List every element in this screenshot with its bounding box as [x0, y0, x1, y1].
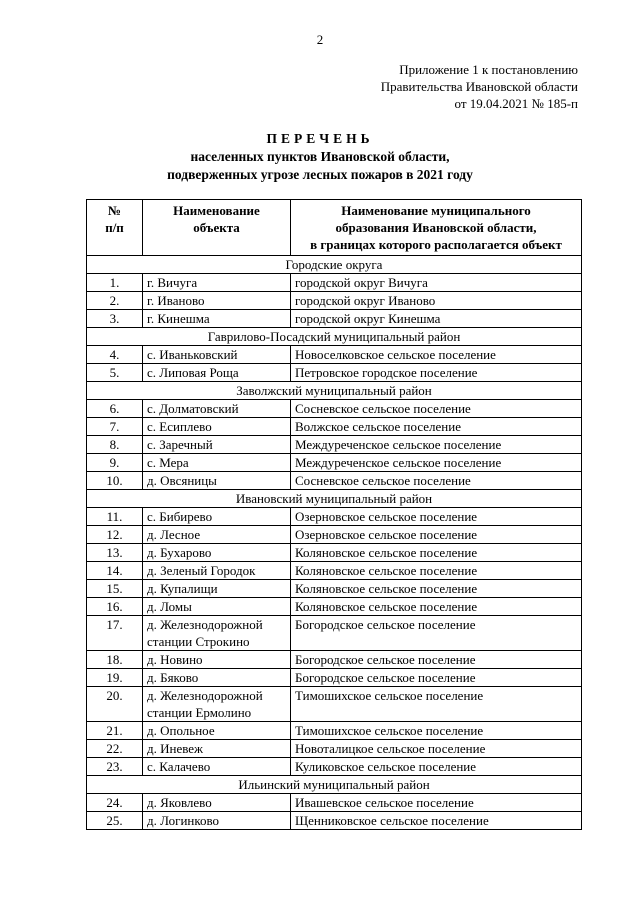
- row-municipality: Ивашевское сельское поселение: [291, 794, 582, 812]
- table-row: [87, 758, 582, 776]
- row-municipality: Коляновское сельское поселение: [291, 580, 582, 598]
- group-row: [87, 328, 582, 346]
- group-row: [87, 382, 582, 400]
- row-object-name: д. Железнодорожной станции Строкино: [143, 616, 291, 651]
- table-row: [87, 794, 582, 812]
- row-number: 21.: [87, 722, 143, 740]
- row-object-name: г. Иваново: [143, 292, 291, 310]
- row-number: 1.: [87, 274, 143, 292]
- row-object-name: с. Заречный: [143, 436, 291, 454]
- row-number: 6.: [87, 400, 143, 418]
- table-row: [87, 418, 582, 436]
- appendix-line-2: Правительства Ивановской области: [380, 79, 578, 94]
- header-muni-line-3: в границах которого располагается объект: [310, 237, 562, 252]
- table-row: [87, 722, 582, 740]
- table-row: [87, 562, 582, 580]
- row-municipality: Щенниковское сельское поселение: [291, 812, 582, 830]
- row-number: 15.: [87, 580, 143, 598]
- group-row: [87, 776, 582, 794]
- row-municipality: городской округ Вичуга: [291, 274, 582, 292]
- header-number-line-2: п/п: [105, 220, 124, 235]
- row-object-name: д. Лесное: [143, 526, 291, 544]
- appendix-line-1: Приложение 1 к постановлению: [399, 62, 578, 77]
- row-number: 12.: [87, 526, 143, 544]
- group-title: Ильинский муниципальный район: [87, 776, 582, 794]
- table-row: [87, 274, 582, 292]
- row-municipality: Богородское сельское поселение: [291, 616, 582, 651]
- table-row: [87, 651, 582, 669]
- row-number: 5.: [87, 364, 143, 382]
- table-row: [87, 544, 582, 562]
- table-row: [87, 400, 582, 418]
- table-row: [87, 669, 582, 687]
- row-object-name: д. Купалищи: [143, 580, 291, 598]
- table-row: [87, 346, 582, 364]
- appendix-line-3: от 19.04.2021 № 185-п: [454, 96, 578, 111]
- row-number: 10.: [87, 472, 143, 490]
- table-header-row: [87, 200, 582, 256]
- table-row: [87, 580, 582, 598]
- row-object-name: с. Мера: [143, 454, 291, 472]
- row-object-name: с. Есиплево: [143, 418, 291, 436]
- table-row: [87, 472, 582, 490]
- row-municipality: городской округ Кинешма: [291, 310, 582, 328]
- row-number: 14.: [87, 562, 143, 580]
- row-object-name: д. Новино: [143, 651, 291, 669]
- row-object-name: д. Овсяницы: [143, 472, 291, 490]
- row-municipality: Междуреченское сельское поселение: [291, 436, 582, 454]
- row-object-name: д. Бухарово: [143, 544, 291, 562]
- table-row: [87, 364, 582, 382]
- row-object-name: д. Зеленый Городок: [143, 562, 291, 580]
- row-number: 4.: [87, 346, 143, 364]
- row-number: 8.: [87, 436, 143, 454]
- row-object-name: д. Опольное: [143, 722, 291, 740]
- document-heading: [0, 130, 640, 184]
- row-municipality: Петровское городское поселение: [291, 364, 582, 382]
- header-object-name: [143, 200, 291, 256]
- header-muni-line-1: Наименование муниципального: [341, 203, 531, 218]
- row-number: 17.: [87, 616, 143, 651]
- row-municipality: Озерновское сельское поселение: [291, 508, 582, 526]
- table-body: [87, 256, 582, 830]
- row-object-name: с. Долматовский: [143, 400, 291, 418]
- row-number: 22.: [87, 740, 143, 758]
- row-number: 11.: [87, 508, 143, 526]
- table-row: [87, 812, 582, 830]
- settlements-table: [86, 199, 582, 830]
- group-title: Городские округа: [87, 256, 582, 274]
- row-object-name: д. Яковлево: [143, 794, 291, 812]
- row-municipality: Богородское сельское поселение: [291, 669, 582, 687]
- table-row: [87, 740, 582, 758]
- row-object-name: г. Вичуга: [143, 274, 291, 292]
- row-municipality: Новоселковское сельское поселение: [291, 346, 582, 364]
- header-number-line-1: №: [107, 203, 122, 218]
- row-municipality: Сосневское сельское поселение: [291, 472, 582, 490]
- row-number: 2.: [87, 292, 143, 310]
- header-muni-line-2: образования Ивановской области,: [335, 220, 537, 235]
- row-number: 7.: [87, 418, 143, 436]
- row-municipality: Сосневское сельское поселение: [291, 400, 582, 418]
- row-object-name: д. Железнодорожной станции Ермолино: [143, 687, 291, 722]
- row-number: 13.: [87, 544, 143, 562]
- document-title: ПЕРЕЧЕНЬ: [266, 131, 374, 146]
- appendix-note: [381, 61, 578, 112]
- table-row: [87, 616, 582, 651]
- row-object-name: д. Ломы: [143, 598, 291, 616]
- row-municipality: городской округ Иваново: [291, 292, 582, 310]
- group-title: Ивановский муниципальный район: [87, 490, 582, 508]
- row-object-name: д. Иневеж: [143, 740, 291, 758]
- row-object-name: с. Иваньковский: [143, 346, 291, 364]
- table-row: [87, 436, 582, 454]
- group-title: Заволжский муниципальный район: [87, 382, 582, 400]
- row-municipality: Коляновское сельское поселение: [291, 562, 582, 580]
- table-row: [87, 454, 582, 472]
- row-object-name: д. Бяково: [143, 669, 291, 687]
- table-row: [87, 508, 582, 526]
- table-row: [87, 292, 582, 310]
- group-title: Гаврилово-Посадский муниципальный район: [87, 328, 582, 346]
- group-row: [87, 256, 582, 274]
- row-object-name: д. Логинково: [143, 812, 291, 830]
- document-subtitle-1: населенных пунктов Ивановской области,: [190, 149, 450, 164]
- row-number: 25.: [87, 812, 143, 830]
- row-municipality: Междуреченское сельское поселение: [291, 454, 582, 472]
- row-municipality: Богородское сельское поселение: [291, 651, 582, 669]
- table-row: [87, 598, 582, 616]
- page-number: 2: [316, 32, 324, 47]
- header-object-line-1: Наименование: [173, 203, 260, 218]
- row-municipality: Коляновское сельское поселение: [291, 598, 582, 616]
- header-municipality: [291, 200, 582, 256]
- header-object-line-2: объекта: [193, 220, 240, 235]
- table-row: [87, 687, 582, 722]
- row-municipality: Тимошихское сельское поселение: [291, 722, 582, 740]
- row-municipality: Волжское сельское поселение: [291, 418, 582, 436]
- row-number: 24.: [87, 794, 143, 812]
- row-number: 20.: [87, 687, 143, 722]
- row-municipality: Коляновское сельское поселение: [291, 544, 582, 562]
- group-row: [87, 490, 582, 508]
- row-number: 9.: [87, 454, 143, 472]
- row-municipality: Куликовское сельское поселение: [291, 758, 582, 776]
- document-subtitle-2: подверженных угрозе лесных пожаров в 2021 году: [167, 167, 473, 182]
- table-row: [87, 310, 582, 328]
- row-object-name: с. Бибирево: [143, 508, 291, 526]
- row-number: 18.: [87, 651, 143, 669]
- row-municipality: Озерновское сельское поселение: [291, 526, 582, 544]
- row-municipality: Новоталицкое сельское поселение: [291, 740, 582, 758]
- row-number: 19.: [87, 669, 143, 687]
- row-object-name: с. Калачево: [143, 758, 291, 776]
- row-object-name: г. Кинешма: [143, 310, 291, 328]
- table-row: [87, 526, 582, 544]
- row-number: 16.: [87, 598, 143, 616]
- header-number: [87, 200, 143, 256]
- row-object-name: с. Липовая Роща: [143, 364, 291, 382]
- row-number: 23.: [87, 758, 143, 776]
- row-municipality: Тимошихское сельское поселение: [291, 687, 582, 722]
- row-number: 3.: [87, 310, 143, 328]
